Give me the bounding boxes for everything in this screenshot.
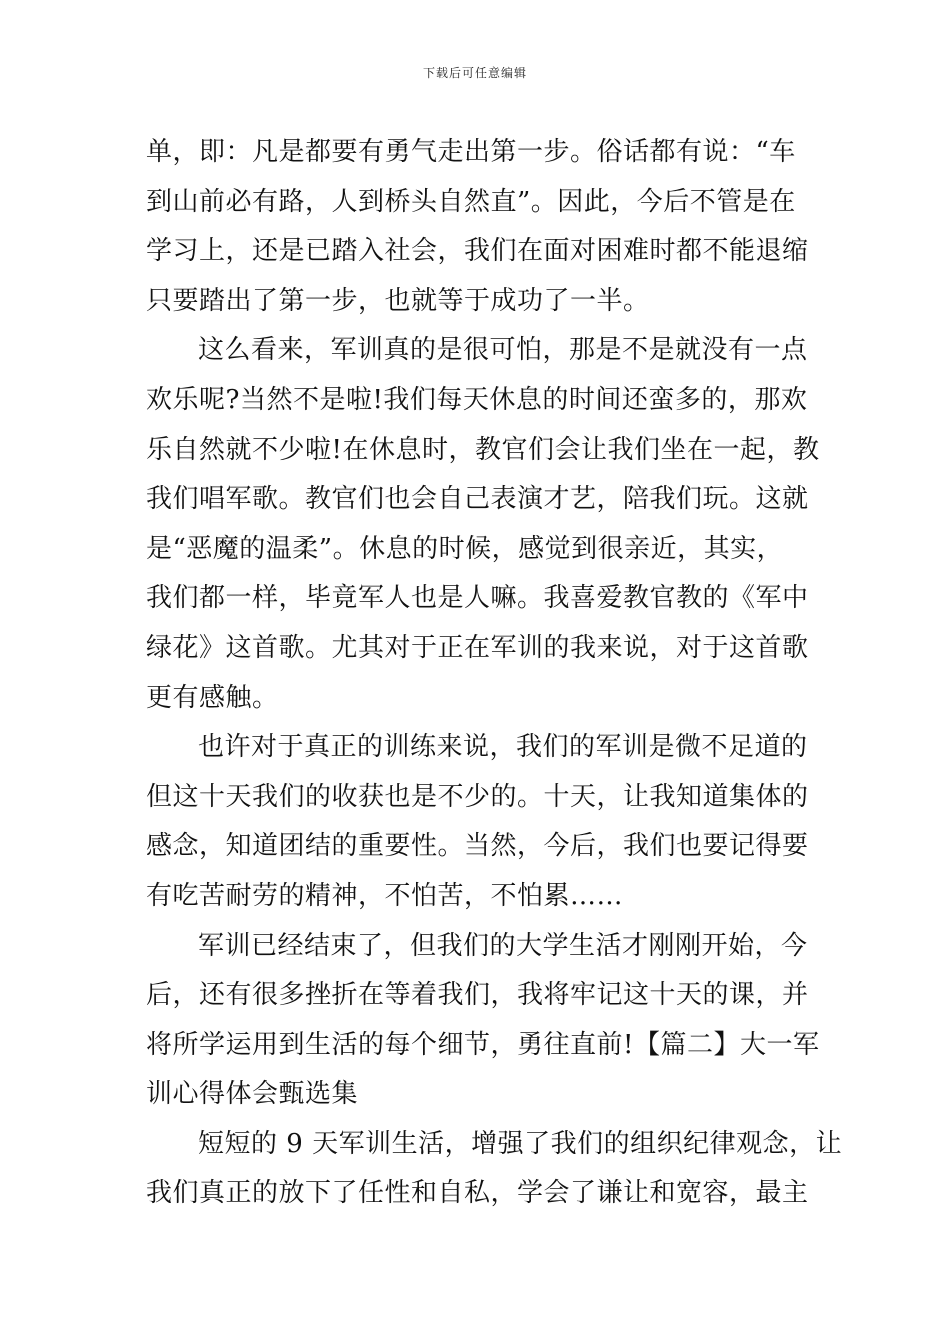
text-line: 到山前必有路，人到桥头自然直”。因此，今后不管是在	[146, 186, 796, 217]
paragraph-first-line: 短短的 9 天军训生活，增强了我们的组织纪律观念，让	[198, 1128, 843, 1159]
text-line: 是“恶魔的温柔”。休息的时候，感觉到很亲近，其实，	[146, 533, 784, 564]
text-line: 只要踏出了第一步，也就等于成功了一半。	[146, 285, 650, 316]
text-line: 我们唱军歌。教官们也会自己表演才艺，陪我们玩。这就	[146, 484, 809, 515]
text-line: 我们真正的放下了任性和自私，学会了谦让和宽容，最主	[146, 1178, 809, 1209]
text-line: 更有感触。	[146, 682, 279, 713]
text-line: 我们都一样，毕竟军人也是人嘛。我喜爱教官教的《军中	[146, 583, 809, 614]
text-line: 欢乐呢?当然不是啦!我们每天休息的时间还蛮多的，那欢	[146, 384, 808, 415]
text-line: 后，还有很多挫折在等着我们，我将牢记这十天的课，并	[146, 980, 809, 1011]
paragraph-first-line: 也许对于真正的训练来说，我们的军训是微不足道的	[198, 732, 808, 763]
text-line: 训心得体会甄选集	[146, 1079, 359, 1110]
text-line: 学习上，还是已踏入社会，我们在面对困难时都不能退缩	[146, 236, 809, 267]
text-line: 单，即：凡是都要有勇气走出第一步。俗话都有说：“车	[146, 137, 796, 167]
paragraph-first-line: 军训已经结束了，但我们的大学生活才刚刚开始，今	[198, 930, 808, 961]
text-line: 感念，知道团结的重要性。当然，今后，我们也要记得要	[146, 831, 809, 862]
text-line: 将所学运用到生活的每个细节，勇往直前!【篇二】大一军	[146, 1029, 820, 1060]
text-line: 但这十天我们的收获也是不少的。十天，让我知道集体的	[146, 781, 809, 812]
document-body	[146, 128, 843, 1219]
text-line: 绿花》这首歌。尤其对于正在军训的我来说，对于这首歌	[146, 632, 809, 663]
page-header: 下载后可任意编辑	[422, 66, 527, 80]
text-line: 有吃苦耐劳的精神，不怕苦，不怕累……	[146, 880, 624, 911]
text-line: 乐自然就不少啦!在休息时，教官们会让我们坐在一起，教	[146, 434, 820, 465]
paragraph-first-line: 这么看来，军训真的是很可怕，那是不是就没有一点	[198, 335, 808, 366]
